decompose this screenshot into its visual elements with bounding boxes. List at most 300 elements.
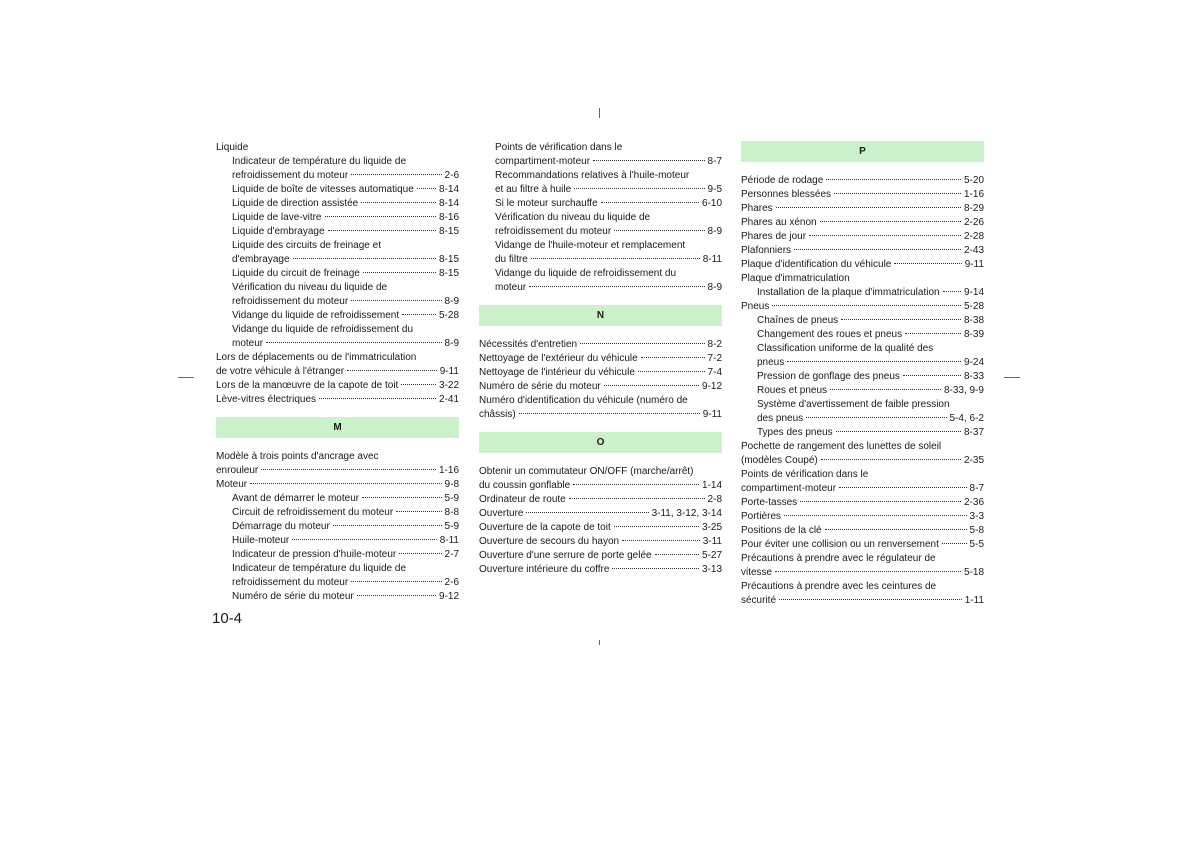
page-reference: 3-25 <box>701 522 722 533</box>
page-reference: 8-9 <box>707 282 722 293</box>
page-reference: 3-11 <box>702 536 722 547</box>
dot-leader <box>825 529 967 530</box>
index-subentry-line <box>216 295 459 309</box>
entry-text: Ouverture <box>479 508 524 519</box>
dot-leader <box>614 230 704 231</box>
index-subentry-line <box>216 169 459 183</box>
index-subentry-line <box>741 370 984 384</box>
entry-text: Lors de la manœuvre de la capote de toit <box>216 380 399 391</box>
page-reference: 2-36 <box>963 497 984 508</box>
crop-mark-right <box>1004 377 1020 378</box>
entry-text: du filtre <box>495 254 528 265</box>
index-entry-line <box>741 188 984 202</box>
page-reference: 2-7 <box>444 549 459 560</box>
index-subentry-line <box>479 239 722 253</box>
entry-text: Portières <box>741 511 782 522</box>
index-entry-line <box>216 464 459 478</box>
page-reference: 2-6 <box>444 577 459 588</box>
page-reference: 5-8 <box>969 525 984 536</box>
index-subentry-line <box>216 267 459 281</box>
section-header-letter: P <box>741 141 984 162</box>
section-header-letter: M <box>216 417 459 438</box>
dot-leader <box>779 599 962 600</box>
page-reference: 3-11, 3-12, 3-14 <box>651 508 722 519</box>
dot-leader <box>351 300 441 301</box>
dot-leader <box>399 553 441 554</box>
index-subentry-line <box>216 309 459 323</box>
index-subentry-line <box>216 492 459 506</box>
page-reference: 3-13 <box>701 564 722 575</box>
dot-leader <box>830 389 941 390</box>
page-reference: 9-5 <box>707 184 722 195</box>
entry-text: Indicateur de température du liquide de <box>232 563 407 574</box>
index-entry-line <box>216 450 459 464</box>
dot-leader <box>800 501 961 502</box>
entry-text: pneus <box>757 357 785 368</box>
entry-text: Période de rodage <box>741 175 824 186</box>
dot-leader <box>396 511 441 512</box>
dot-leader <box>638 371 705 372</box>
index-subentry-line <box>741 342 984 356</box>
entry-text: Précautions à prendre avec les ceintures de <box>741 581 937 592</box>
entry-text: Circuit de refroidissement du moteur <box>232 507 394 518</box>
index-entry-line <box>741 580 984 594</box>
dot-leader <box>821 459 961 460</box>
page-reference: 8-16 <box>438 212 459 223</box>
dot-leader <box>333 525 442 526</box>
page-reference: 9-12 <box>438 591 459 602</box>
section-header-letter: O <box>479 432 722 453</box>
index-subentry-line <box>479 197 722 211</box>
entry-text: Numéro de série du moteur <box>232 591 354 602</box>
entry-text: Installation de la plaque d'immatriculation <box>757 287 940 298</box>
dot-leader <box>363 272 436 273</box>
index-subentry-line <box>216 155 459 169</box>
dot-leader <box>328 230 436 231</box>
dot-leader <box>574 188 704 189</box>
entry-text: refroidissement du moteur <box>232 170 349 181</box>
page-reference: 9-8 <box>444 479 459 490</box>
entry-text: Lève-vitres électriques <box>216 394 317 405</box>
entry-text: Vidange du liquide de refroidissement du <box>232 324 414 335</box>
dot-leader <box>942 543 967 544</box>
page-reference: 8-15 <box>438 226 459 237</box>
index-entry-line <box>741 538 984 552</box>
page-reference: 5-9 <box>444 493 459 504</box>
page-reference: 2-28 <box>963 231 984 242</box>
page-reference: 5-28 <box>438 310 459 321</box>
page-reference: 8-33 <box>963 371 984 382</box>
entry-text: Huile-moteur <box>232 535 290 546</box>
index-entry-line <box>741 216 984 230</box>
dot-leader <box>612 568 699 569</box>
section-spacer <box>741 162 984 174</box>
index-entry-line <box>741 300 984 314</box>
entry-text: refroidissement du moteur <box>232 577 349 588</box>
page-reference: 8-9 <box>444 338 459 349</box>
page-reference: 8-15 <box>438 268 459 279</box>
index-subentry-line <box>216 225 459 239</box>
page-reference: 5-9 <box>444 521 459 532</box>
entry-text: Moteur <box>216 479 248 490</box>
entry-text: Pour éviter une collision ou un renversement <box>741 539 939 550</box>
page-reference: 2-41 <box>438 394 459 405</box>
page-reference: 1-14 <box>701 480 722 491</box>
entry-text: compartiment-moteur <box>741 483 837 494</box>
index-subentry-line <box>741 356 984 370</box>
entry-text: Ouverture de secours du hayon <box>479 536 620 547</box>
page-reference: 9-24 <box>963 357 984 368</box>
entry-text: Pression de gonflage des pneus <box>757 371 900 382</box>
index-entry-line <box>479 394 722 408</box>
dot-leader <box>806 417 946 418</box>
entry-text: Personnes blessées <box>741 189 832 200</box>
index-entry-line <box>216 351 459 365</box>
index-subentry-line <box>216 239 459 253</box>
index-subentry-line <box>479 267 722 281</box>
index-subentry-line <box>479 211 722 225</box>
dot-leader <box>362 497 441 498</box>
index-entry-line <box>741 230 984 244</box>
page-reference: 9-11 <box>439 366 459 377</box>
section-spacer <box>479 422 722 432</box>
entry-text: refroidissement du moteur <box>232 296 349 307</box>
index-entry-line <box>479 338 722 352</box>
page-reference: 8-11 <box>702 254 722 265</box>
entry-text: Liquide d'embrayage <box>232 226 325 237</box>
index-entry-line <box>741 510 984 524</box>
index-entry-line <box>216 141 459 155</box>
index-entry-line <box>479 493 722 507</box>
index-column-3 <box>741 141 984 608</box>
dot-leader <box>772 305 961 306</box>
entry-text: et au filtre à huile <box>495 184 572 195</box>
dot-leader <box>351 174 441 175</box>
page-reference: 5-20 <box>963 175 984 186</box>
index-entry-line <box>741 440 984 454</box>
entry-text: Nécessités d'entretien <box>479 339 578 350</box>
entry-text: Numéro de série du moteur <box>479 381 601 392</box>
entry-text: Classification uniforme de la qualité des <box>757 343 934 354</box>
index-subentry-line <box>741 328 984 342</box>
dot-leader <box>250 483 441 484</box>
entry-text: Ouverture intérieure du coffre <box>479 564 610 575</box>
index-entry-line <box>216 365 459 379</box>
entry-text: Phares <box>741 203 773 214</box>
entry-text: Plaque d'immatriculation <box>741 273 850 284</box>
index-subentry-line <box>216 337 459 351</box>
index-entry-line <box>741 454 984 468</box>
entry-text: Changement des roues et pneus <box>757 329 903 340</box>
page-reference: 8-38 <box>963 315 984 326</box>
crop-mark-left <box>178 377 194 378</box>
dot-leader <box>401 384 436 385</box>
page-reference: 2-35 <box>963 455 984 466</box>
entry-text: châssis) <box>479 409 516 420</box>
page-reference: 1-16 <box>438 465 459 476</box>
entry-text: Points de vérification dans le <box>495 142 623 153</box>
entry-text: Porte-tasses <box>741 497 798 508</box>
index-entry-line <box>479 521 722 535</box>
entry-text: Vidange du liquide de refroidissement <box>232 310 400 321</box>
page-reference: 9-11 <box>964 259 984 270</box>
index-entry-line <box>479 465 722 479</box>
index-entry-line <box>741 202 984 216</box>
dot-leader <box>834 193 961 194</box>
page-reference: 8-9 <box>444 296 459 307</box>
page-reference: 8-39 <box>963 329 984 340</box>
dot-leader <box>839 487 967 488</box>
dot-leader <box>826 179 961 180</box>
dot-leader <box>580 343 704 344</box>
index-entry-line <box>479 366 722 380</box>
page-reference: 5-28 <box>963 301 984 312</box>
index-entry-line <box>741 594 984 608</box>
index-subentry-line <box>216 562 459 576</box>
page-reference: 5-27 <box>701 550 722 561</box>
index-entry-line <box>216 393 459 407</box>
page-reference: 2-43 <box>963 245 984 256</box>
section-spacer <box>216 438 459 450</box>
dot-leader <box>402 314 436 315</box>
page-reference: 8-14 <box>438 184 459 195</box>
page-reference: 8-9 <box>707 226 722 237</box>
index-subentry-line <box>741 398 984 412</box>
dot-leader <box>787 361 961 362</box>
dot-leader <box>319 398 436 399</box>
entry-text: d'embrayage <box>232 254 290 265</box>
entry-text: Vérification du niveau du liquide de <box>232 282 388 293</box>
dot-leader <box>614 526 699 527</box>
entry-text: Ordinateur de route <box>479 494 566 505</box>
entry-text: Liquide <box>216 142 249 153</box>
index-entry-line <box>741 174 984 188</box>
entry-text: des pneus <box>757 413 804 424</box>
index-subentry-line <box>479 169 722 183</box>
dot-leader <box>809 235 961 236</box>
page-reference: 5-18 <box>963 567 984 578</box>
page-reference: 7-2 <box>707 353 722 364</box>
index-subentry-line <box>479 155 722 169</box>
entry-text: moteur <box>232 338 264 349</box>
dot-leader <box>293 258 436 259</box>
dot-leader <box>836 431 961 432</box>
dot-leader <box>655 554 699 555</box>
dot-leader <box>903 375 961 376</box>
index-entry-line <box>479 408 722 422</box>
entry-text: du coussin gonflable <box>479 480 571 491</box>
page-reference: 5-4, 6-2 <box>949 413 984 424</box>
entry-text: Obtenir un commutateur ON/OFF (marche/arrêt) <box>479 466 694 477</box>
index-subentry-line <box>741 286 984 300</box>
dot-leader <box>417 188 436 189</box>
dot-leader <box>325 216 436 217</box>
dot-leader <box>531 258 700 259</box>
dot-leader <box>641 357 705 358</box>
entry-text: Indicateur de température du liquide de <box>232 156 407 167</box>
dot-leader <box>905 333 961 334</box>
entry-text: Liquide de direction assistée <box>232 198 359 209</box>
dot-leader <box>361 202 436 203</box>
entry-text: Plafonniers <box>741 245 792 256</box>
page-reference: 8-33, 9-9 <box>943 385 984 396</box>
entry-text: (modèles Coupé) <box>741 455 818 466</box>
entry-text: Nettoyage de l'extérieur du véhicule <box>479 353 638 364</box>
dot-leader <box>347 370 437 371</box>
entry-text: Phares de jour <box>741 231 807 242</box>
entry-text: Numéro d'identification du véhicule (numéro de <box>479 395 688 406</box>
index-column-1 <box>216 141 459 604</box>
entry-text: Vidange du liquide de refroidissement du <box>495 268 677 279</box>
entry-text: Liquide de boîte de vitesses automatique <box>232 184 414 195</box>
page-reference: 8-11 <box>439 535 459 546</box>
index-subentry-line <box>741 412 984 426</box>
index-entry-line <box>741 524 984 538</box>
page-reference: 1-11 <box>964 595 984 606</box>
dot-leader <box>601 202 699 203</box>
section-spacer <box>479 326 722 338</box>
entry-text: Si le moteur surchauffe <box>495 198 598 209</box>
dot-leader <box>519 413 700 414</box>
index-subentry-line <box>741 314 984 328</box>
page-reference: 8-7 <box>969 483 984 494</box>
index-subentry-line <box>216 323 459 337</box>
page-number: 10-4 <box>212 610 243 627</box>
page-reference: 5-5 <box>969 539 984 550</box>
entry-text: Indicateur de pression d'huile-moteur <box>232 549 397 560</box>
page-reference: 3-3 <box>969 511 984 522</box>
dot-leader <box>604 385 699 386</box>
page-reference: 7-4 <box>707 367 722 378</box>
index-subentry-line <box>216 197 459 211</box>
index-entry-line <box>741 258 984 272</box>
entry-text: moteur <box>495 282 527 293</box>
dot-leader <box>529 286 704 287</box>
entry-text: Démarrage du moteur <box>232 521 330 532</box>
entry-text: Précautions à prendre avec le régulateur de <box>741 553 936 564</box>
page-reference: 2-6 <box>444 170 459 181</box>
page-reference: 8-29 <box>963 203 984 214</box>
index-column-2 <box>479 141 722 577</box>
entry-text: Nettoyage de l'intérieur du véhicule <box>479 367 635 378</box>
entry-text: Avant de démarrer le moteur <box>232 493 360 504</box>
entry-text: Roues et pneus <box>757 385 828 396</box>
index-subentry-line <box>479 225 722 239</box>
entry-text: Modèle à trois points d'ancrage avec <box>216 451 379 462</box>
page-reference: 1-16 <box>963 189 984 200</box>
dot-leader <box>943 291 961 292</box>
index-entry-line <box>479 380 722 394</box>
index-subentry-line <box>216 520 459 534</box>
dot-leader <box>292 539 436 540</box>
dot-leader <box>266 342 441 343</box>
index-subentry-line <box>216 253 459 267</box>
index-entry-line <box>479 352 722 366</box>
dot-leader <box>775 571 961 572</box>
dot-leader <box>776 207 961 208</box>
section-spacer <box>479 453 722 465</box>
index-entry-line <box>741 468 984 482</box>
page-reference: 2-8 <box>707 494 722 505</box>
entry-text: Recommandations relatives à l'huile-moteur <box>495 170 690 181</box>
index-entry-line <box>479 535 722 549</box>
entry-text: Phares au xénon <box>741 217 817 228</box>
dot-leader <box>794 249 961 250</box>
entry-text: Pochette de rangement des lunettes de soleil <box>741 441 942 452</box>
index-entry-line <box>216 379 459 393</box>
page-reference: 9-12 <box>701 381 722 392</box>
index-subentry-line <box>216 534 459 548</box>
section-spacer <box>479 295 722 305</box>
entry-text: Ouverture d'une serrure de porte gelée <box>479 550 652 561</box>
entry-text: de votre véhicule à l'étranger <box>216 366 345 377</box>
index-subentry-line <box>216 211 459 225</box>
dot-leader <box>569 498 705 499</box>
entry-text: Pneus <box>741 301 770 312</box>
entry-text: Points de vérification dans le <box>741 469 869 480</box>
index-subentry-line <box>216 506 459 520</box>
page-reference: 9-11 <box>702 409 722 420</box>
page-reference: 8-37 <box>963 427 984 438</box>
page-reference: 6-10 <box>701 198 722 209</box>
dot-leader <box>784 515 967 516</box>
entry-text: Types des pneus <box>757 427 833 438</box>
dot-leader <box>622 540 700 541</box>
dot-leader <box>351 581 441 582</box>
section-spacer <box>216 407 459 417</box>
entry-text: enrouleur <box>216 465 259 476</box>
entry-text: Ouverture de la capote de toit <box>479 522 611 533</box>
dot-leader <box>593 160 705 161</box>
dot-leader <box>894 263 961 264</box>
index-subentry-line <box>216 281 459 295</box>
index-subentry-line <box>479 141 722 155</box>
entry-text: refroidissement du moteur <box>495 226 612 237</box>
index-entry-line <box>741 552 984 566</box>
index-subentry-line <box>479 253 722 267</box>
index-entry-line <box>479 507 722 521</box>
index-subentry-line <box>479 183 722 197</box>
index-entry-line <box>741 496 984 510</box>
index-entry-line <box>741 566 984 580</box>
entry-text: Positions de la clé <box>741 525 822 536</box>
page-reference: 8-15 <box>438 254 459 265</box>
entry-text: Plaque d'identification du véhicule <box>741 259 892 270</box>
entry-text: Liquide du circuit de freinage <box>232 268 360 279</box>
entry-text: Lors de déplacements ou de l'immatriculation <box>216 352 417 363</box>
dot-leader <box>573 484 699 485</box>
index-subentry-line <box>216 548 459 562</box>
dot-leader <box>820 221 961 222</box>
entry-text: compartiment-moteur <box>495 156 591 167</box>
index-entry-line <box>479 563 722 577</box>
entry-text: Liquide de lave-vitre <box>232 212 322 223</box>
index-subentry-line <box>479 281 722 295</box>
entry-text: Vidange de l'huile-moteur et remplacement <box>495 240 686 251</box>
page-reference: 8-14 <box>438 198 459 209</box>
index-entry-line <box>741 272 984 286</box>
entry-text: Liquide des circuits de freinage et <box>232 240 381 251</box>
index-subentry-line <box>216 576 459 590</box>
page-reference: 2-26 <box>963 217 984 228</box>
index-entry-line <box>741 244 984 258</box>
index-subentry-line <box>741 426 984 440</box>
dot-leader <box>841 319 961 320</box>
entry-text: Système d'avertissement de faible pression <box>757 399 950 410</box>
index-entry-line <box>479 479 722 493</box>
index-entry-line <box>479 549 722 563</box>
dot-leader <box>357 595 436 596</box>
